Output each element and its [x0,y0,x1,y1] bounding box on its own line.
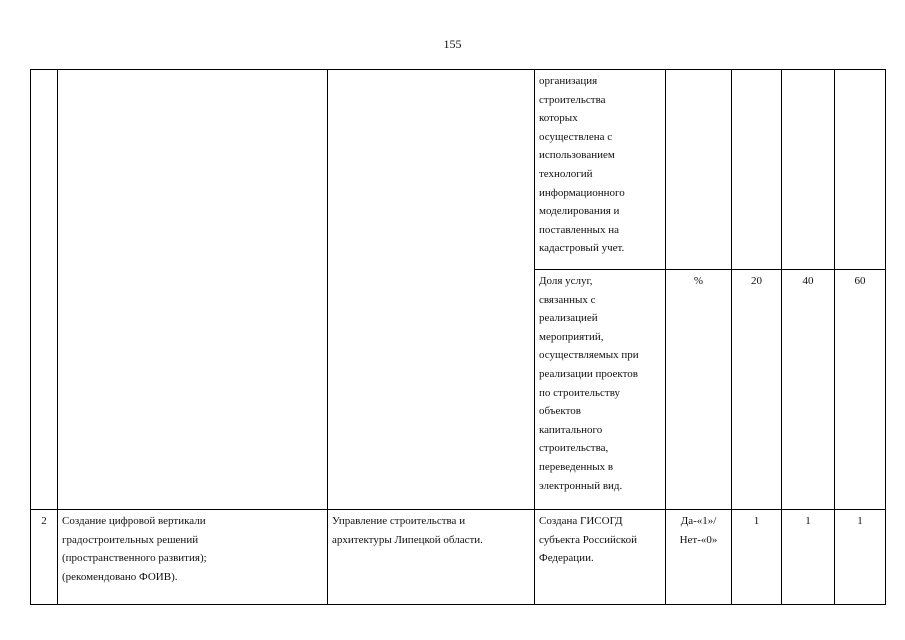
indicator-cell: Создана ГИСОГД субъекта Российской Федерации. [535,510,666,605]
row-number-cell [31,70,58,510]
unit-cell: % [666,270,732,510]
value-cell [782,70,835,270]
responsible-cell: Управление строительства и архитектуры Липецкой области. [328,510,535,605]
table-row [31,510,886,605]
responsible-cell [328,70,535,510]
program-table [30,69,886,605]
page-number: 155 [443,37,462,51]
value-cell: 40 [782,270,835,510]
unit-cell [666,70,732,270]
value-cell [835,70,886,270]
value-cell [732,70,782,270]
value-cell: 60 [835,270,886,510]
value-cell: 1 [835,510,886,605]
row-number-cell: 2 [31,510,58,605]
value-cell: 20 [732,270,782,510]
event-cell: Создание цифровой вертикали градостроительных решений (пространственного развития); (рекомендовано ФОИВ). [58,510,328,605]
value-cell: 1 [782,510,835,605]
indicator-cell: организация строительства которых осуществлена с использованием технологий информационного моделирования и поставленных на кадастровый учет. [535,70,666,270]
indicator-cell: Доля услуг, связанных с реализацией мероприятий, осуществляемых при реализации проектов по строительству объектов капитального строительства, переведенных в электронный вид. [535,270,666,510]
unit-cell: Да-«1»/ Нет-«0» [666,510,732,605]
event-cell [58,70,328,510]
table-row [31,70,886,270]
value-cell: 1 [732,510,782,605]
